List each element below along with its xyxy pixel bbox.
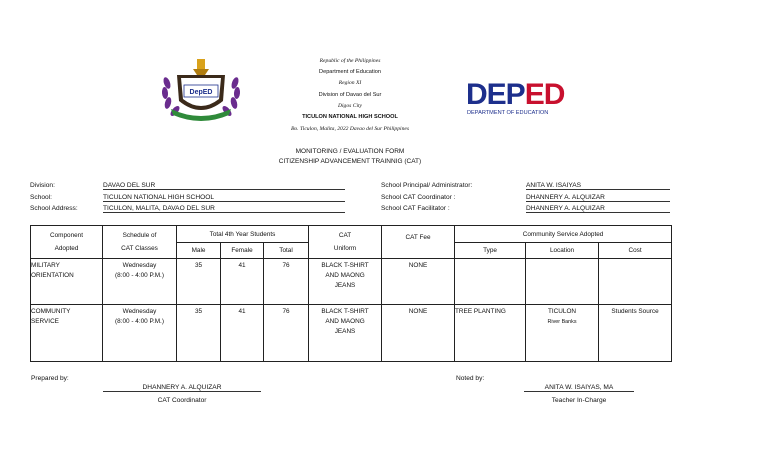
division-value: DAVAO DEL SUR: [103, 182, 345, 190]
school-value: TICULON NATIONAL HIGH SCHOOL: [103, 194, 345, 202]
header-schedule: Schedule of CAT Classes: [103, 226, 177, 259]
noted-by-label: Noted by:: [456, 375, 485, 382]
cell-cost: Students Source: [599, 305, 672, 362]
header-male: Male: [177, 243, 221, 259]
monitoring-table: [30, 225, 672, 362]
cell-uniform: BLACK T-SHIRT AND MAONG JEANS: [309, 305, 382, 362]
header-region: Region XI: [338, 80, 362, 86]
cell-schedule: Wednesday (8:00 - 4:00 P.M.): [103, 259, 177, 305]
cell-male: 35: [177, 259, 221, 305]
school-address-value: TICULON, MALITA, DAVAO DEL SUR: [103, 205, 345, 213]
cell-component: MILITARY ORIENTATION: [31, 259, 103, 305]
division-label: Division:: [30, 182, 55, 189]
form-title: MONITORING / EVALUATION FORM: [295, 148, 405, 155]
header-city: Digos City: [337, 103, 363, 109]
prepared-by-title: CAT Coordinator: [157, 397, 207, 404]
header-school-name: TICULON NATIONAL HIGH SCHOOL: [302, 114, 398, 120]
header-department: Department of Education: [319, 69, 381, 75]
form-subtitle: CITIZENSHIP ADVANCEMENT TRAINNIG (CAT): [278, 158, 422, 165]
cell-location: TICULON River Banks: [526, 305, 599, 362]
deped-subtitle: DEPARTMENT OF EDUCATION: [467, 110, 549, 116]
header-republic: Republic of the Philippines: [319, 58, 381, 64]
cell-total: 76: [264, 259, 309, 305]
cell-uniform: BLACK T-SHIRT AND MAONG JEANS: [309, 259, 382, 305]
deped-logo: [466, 78, 565, 120]
header-total: Total: [264, 243, 309, 259]
facilitator-label: School CAT Facilitator :: [381, 205, 450, 212]
coordinator-value: DHANNERY A. ALQUIZAR: [526, 194, 670, 202]
cell-female: 41: [221, 259, 264, 305]
facilitator-value: DHANNERY A. ALQUIZAR: [526, 205, 670, 213]
principal-value: ANITA W. ISAIYAS: [526, 182, 670, 190]
header-female: Female: [221, 243, 264, 259]
cell-cost: [599, 259, 672, 305]
prepared-by-label: Prepared by:: [31, 375, 69, 382]
header-cost: Cost: [599, 243, 672, 259]
header-total-students: Total 4th Year Students: [177, 226, 309, 243]
header-division: Division of Davao del Sur: [318, 92, 382, 98]
cell-male: 35: [177, 305, 221, 362]
noted-by-name: ANITA W. ISAIYAS, MA: [524, 384, 634, 392]
header-type: Type: [455, 243, 526, 259]
deped-wordmark: DEPED: [466, 78, 565, 111]
header-component: Component Adopted: [31, 226, 103, 259]
table-row: [31, 305, 672, 362]
header-address: Bo. Ticulon, Malita, 2022 Davao del Sur Philippines: [290, 126, 410, 132]
svg-text:DepED: DepED: [189, 89, 213, 96]
cell-fee: NONE: [382, 305, 455, 362]
cell-component: COMMUNITY SERVICE: [31, 305, 103, 362]
noted-by-title: Teacher In-Charge: [551, 397, 607, 404]
cell-location: [526, 259, 599, 305]
school-address-label: School Address:: [30, 205, 78, 212]
cell-type: [455, 259, 526, 305]
cell-total: 76: [264, 305, 309, 362]
cell-fee: NONE: [382, 259, 455, 305]
cell-type: TREE PLANTING: [455, 305, 526, 362]
cell-schedule: Wednesday (8:00 - 4:00 P.M.): [103, 305, 177, 362]
header-fee: CAT Fee: [382, 226, 455, 259]
principal-label: School Principal/ Administrator:: [381, 182, 473, 189]
cell-female: 41: [221, 305, 264, 362]
prepared-by-name: DHANNERY A. ALQUIZAR: [103, 384, 261, 392]
school-seal-logo: [157, 57, 245, 123]
header-uniform: CAT Uniform: [309, 226, 382, 259]
header-location: Location: [526, 243, 599, 259]
header-community-service: Community Service Adopted: [455, 226, 672, 243]
school-label: School:: [30, 194, 52, 201]
table-row: [31, 259, 672, 305]
coordinator-label: School CAT Coordinator :: [381, 194, 456, 201]
